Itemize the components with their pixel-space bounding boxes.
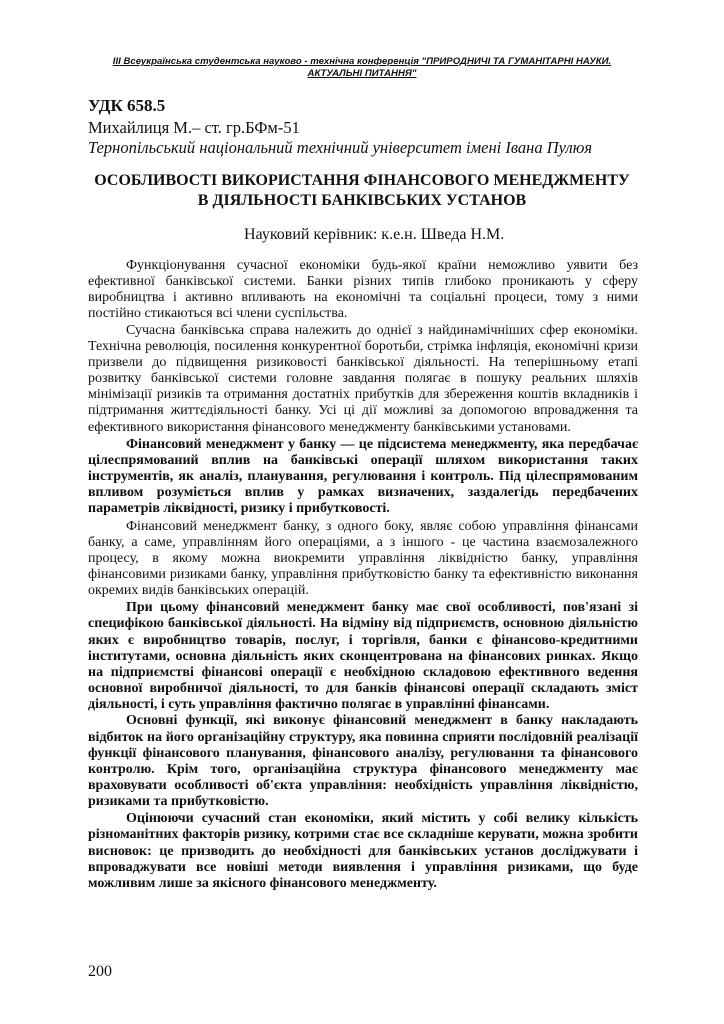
paragraph: При цьому фінансовий менеджмент банку має свої особливості, пов'язані зі специфікою банківської діяльності. На відміну від підприємств, основною діяльністю яких є виробництво товарів, послуг, і торгівля, банки є фінансово-кредитними інститутами, основна діяльність яких сконцентрована на фінансових ринках. Якщо на підприємстві фінансові операції є необхідною складовою ефективного ведення основної виробничої діяльності, то для банків фінансові операції складають зміст діяльності, і суть управління фактично полягає в управлінні фінансами.: [88, 600, 638, 713]
paragraph: Функціонування сучасної економіки будь-якої країни неможливо уявити без ефективної банківської системи. Банки різних типів глибоко проникають у сферу виробництва і активно впливають на економічні та соціальні процеси, тому з ними постійно стикаються всі члени суспільства.: [88, 258, 638, 322]
paragraph: Сучасна банківська справа належить до однієї з найдинамічніших сфер економіки. Технічна революція, посилення конкурентної боротьби, стрімка інфляція, економічні кризи призвели до підвищення ризиковості банківської діяльності. На теперішньому етапі розвитку банківської системи головне завдання полягає в пошуку реальних шляхів мінімізації ризиків та отримання достатніх прибутків для збереження коштів вкладників і підтримання життєдіяльності банку. Усі ці дії можливі за допомогою впровадження та ефективного використання фінансового менеджменту банківськими установами.: [88, 322, 638, 435]
paper-body: [88, 258, 638, 892]
paragraph: Основні функції, які виконує фінансовий менеджмент в банку накладають відбиток на його організаційну структуру, яка повинна сприяти послідовній реалізації функції фінансового планування, фінансового аналізу, регулювання та фінансового контролю. Крім того, організаційна структура фінансового менеджменту має враховувати особливості об'єкта управління: необхідність управління ліквідністю, ризиками та прибутковістю.: [88, 713, 638, 810]
author-line: Михайлиця М.– ст. гр.БФм-51: [88, 118, 300, 137]
paragraph: Фінансовий менеджмент у банку — це підсистема менеджменту, яка передбачає цілеспрямований вплив на банківські операції шляхом використання таких інструментів, як аналіз, планування, регулювання і контроль. Під цілеспрямованим впливом розуміється вплив у рамках визначених, заздалегідь передбачених параметрів ліквідності, ризику і прибутковості.: [88, 436, 638, 517]
udk-code: УДК 658.5: [88, 96, 166, 115]
supervisor-line: Науковий керівник: к.е.н. Шведа Н.М.: [244, 226, 505, 243]
paragraph: Оцінюючи сучасний стан економіки, який містить у собі велику кількість різноманітних факторів ризику, котрими стає все складніше керувати, можна зробити висновок: це призводить до необхідності для банківських установ досліджувати і впроваджувати все новіші методи виявлення і управління ризиками, що буде можливим лише за якісного фінансового менеджменту.: [88, 811, 638, 891]
paper-title: ОСОБЛИВОСТІ ВИКОРИСТАННЯ ФІНАНСОВОГО МЕНЕДЖМЕНТУ В ДІЯЛЬНОСТІ БАНКІВСЬКИХ УСТАНОВ: [94, 172, 630, 209]
affiliation-line: Тернопільський національний технічний університет імені Івана Пулюя: [88, 138, 593, 157]
conference-header: III Всеукраїнська студентська науково - технічна конференція "ПРИРОДНИЧІ ТА ГУМАНІТАРНІ НАУКИ. АКТУАЛЬНІ ПИТАННЯ": [112, 56, 612, 79]
paragraph: Фінансовий менеджмент банку, з одного боку, являє собою управління фінансами банку, а саме, управлінням його операціями, а з іншого - це частина взаємозалежного процесу, в якому можна виокремити управління ліквідністю банку, управління фінансовими ризиками банку, управління прибутковістю банку та ефективністю виконання окремих видів банківських операцій.: [88, 518, 638, 599]
page-number: 200: [88, 963, 112, 980]
